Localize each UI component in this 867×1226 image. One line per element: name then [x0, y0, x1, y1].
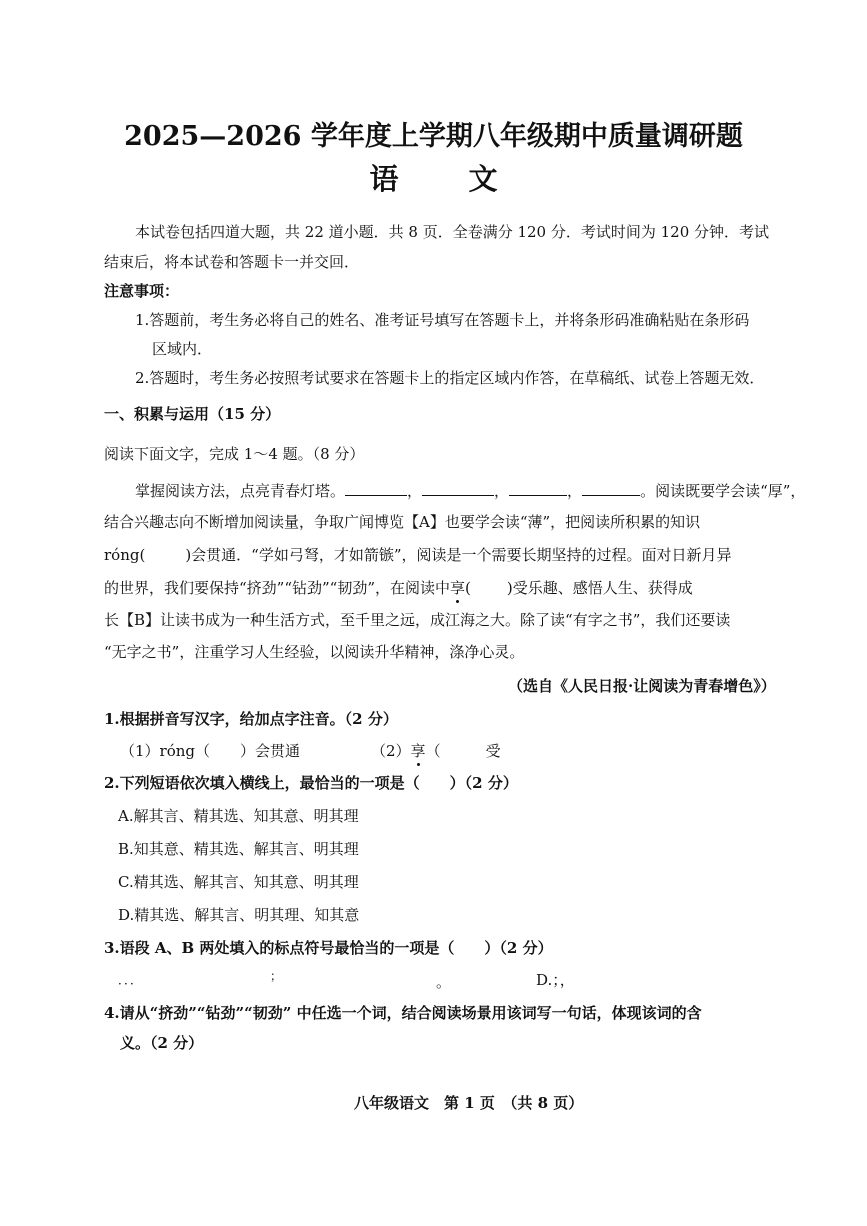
fill-blank-1[interactable]: [345, 480, 407, 496]
passage-line-4-end: )受乐趣、感悟人生、获得成: [506, 579, 693, 597]
notice-heading: 注意事项：: [104, 282, 180, 300]
passage-line-2: 结合兴趣志向不断增加阅读量，争取广闻博览【A】也要学会读“薄”，把阅读所积累的知识: [104, 513, 701, 531]
intro-line-2: 结束后，将本试卷和答题卡一并交回．: [104, 253, 360, 271]
question-2-option-b[interactable]: B.知其意、精其选、解其言、明其理: [118, 840, 359, 858]
open-paren: (: [465, 579, 471, 597]
intro-line-1: 本试卷包括四道大题，共 22 道小题．共 8 页．全卷满分 120 分．考试时间为 120 分钟．考试: [135, 223, 770, 241]
fill-blank-2[interactable]: [422, 480, 494, 496]
reading-instruction: 阅读下面文字，完成 1～4 题。（8 分）: [104, 445, 365, 463]
dotted-char-xiang-q1: 享: [410, 742, 426, 760]
notice-1-line-1: 1.答题前，考生务必将自己的姓名、准考证号填写在答题卡上，并将条形码准确粘贴在条形码: [135, 311, 750, 329]
question-1-part-2: [371, 741, 501, 761]
passage-source: （选自《人民日报·让阅读为青春增色》）: [508, 677, 776, 695]
passage-line-1-text: 掌握阅读方法，点亮青春灯塔。: [135, 482, 346, 500]
notice-1-line-2: 区域内．: [152, 340, 213, 358]
question-2-stem: 2.下列短语依次填入横线上，最恰当的一项是（ ）（2 分）: [104, 774, 518, 792]
question-3-option-a[interactable]: ．．．: [118, 973, 143, 987]
question-1-part-2-num: （2）: [371, 742, 411, 760]
question-2-option-d[interactable]: D.精其选、解其言、明其理、知其意: [118, 906, 360, 924]
question-1-stem: 1.根据拼音写汉字，给加点字注音。（2 分）: [104, 710, 398, 728]
separator: ，: [567, 482, 583, 500]
question-1-part-1: （1）róng（ ）会贯通: [120, 742, 301, 760]
question-1-part-2-rest: （ 受: [425, 742, 501, 760]
fill-blank-3[interactable]: [509, 480, 567, 496]
page-footer: 八年级语文 第 1 页 （共 8 页）: [354, 1094, 584, 1112]
question-2-option-c[interactable]: C.精其选、解其言、知其意、明其理: [118, 873, 359, 891]
passage-line-6: “无字之书”，注重学习人生经验，以阅读升华精神，涤净心灵。: [104, 643, 525, 661]
fill-blank-4[interactable]: [582, 480, 640, 496]
pinyin-rong: róng(: [104, 546, 146, 564]
question-3-option-c[interactable]: 。: [436, 973, 452, 991]
question-2-option-a[interactable]: A.解其言、精其选、知其意、明其理: [118, 807, 359, 825]
question-4-line-1: 4.请从“挤劲”“钻劲”“韧劲” 中任选一个词，结合阅读场景用该词写一句话，体现该词的含: [104, 1004, 702, 1022]
exam-title: 2025—2026 学年度上学期八年级期中质量调研题: [124, 121, 743, 152]
question-4-line-2: 义。（2 分）: [120, 1034, 204, 1052]
passage-line-5: 长【B】让读书成为一种生活方式，至千里之远，成江海之大。除了读“有字之书”，我们还要读: [104, 611, 731, 629]
question-3-option-b[interactable]: ；: [270, 969, 283, 983]
notice-2: 2.答题时，考生务必按照考试要求在答题卡上的指定区域内作答，在草稿纸、试卷上答题无效．: [135, 369, 765, 387]
passage-line-1-end: 。阅读既要学会读“厚”，: [640, 482, 806, 500]
passage-line-4: [104, 578, 693, 598]
dotted-char-xiang: 享: [450, 579, 466, 597]
passage-line-1: [135, 480, 805, 501]
separator: ，: [494, 482, 510, 500]
passage-line-3: [104, 545, 732, 565]
passage-line-3-text: )会贯通．“学如弓弩，才如箭镞”，阅读是一个需要长期坚持的过程。面对日新月异: [185, 546, 732, 564]
separator: ，: [407, 482, 423, 500]
question-3-option-d[interactable]: D.；，: [536, 971, 575, 989]
question-3-stem: 3.语段 A、B 两处填入的标点符号最恰当的一项是（ ）（2 分）: [104, 939, 553, 957]
section-1-heading: 一、积累与运用（15 分）: [104, 405, 281, 423]
passage-line-4-text: 的世界，我们要保持“挤劲”“钻劲”“韧劲”，在阅读中: [104, 579, 451, 597]
subject-title: 语 文: [369, 162, 528, 196]
